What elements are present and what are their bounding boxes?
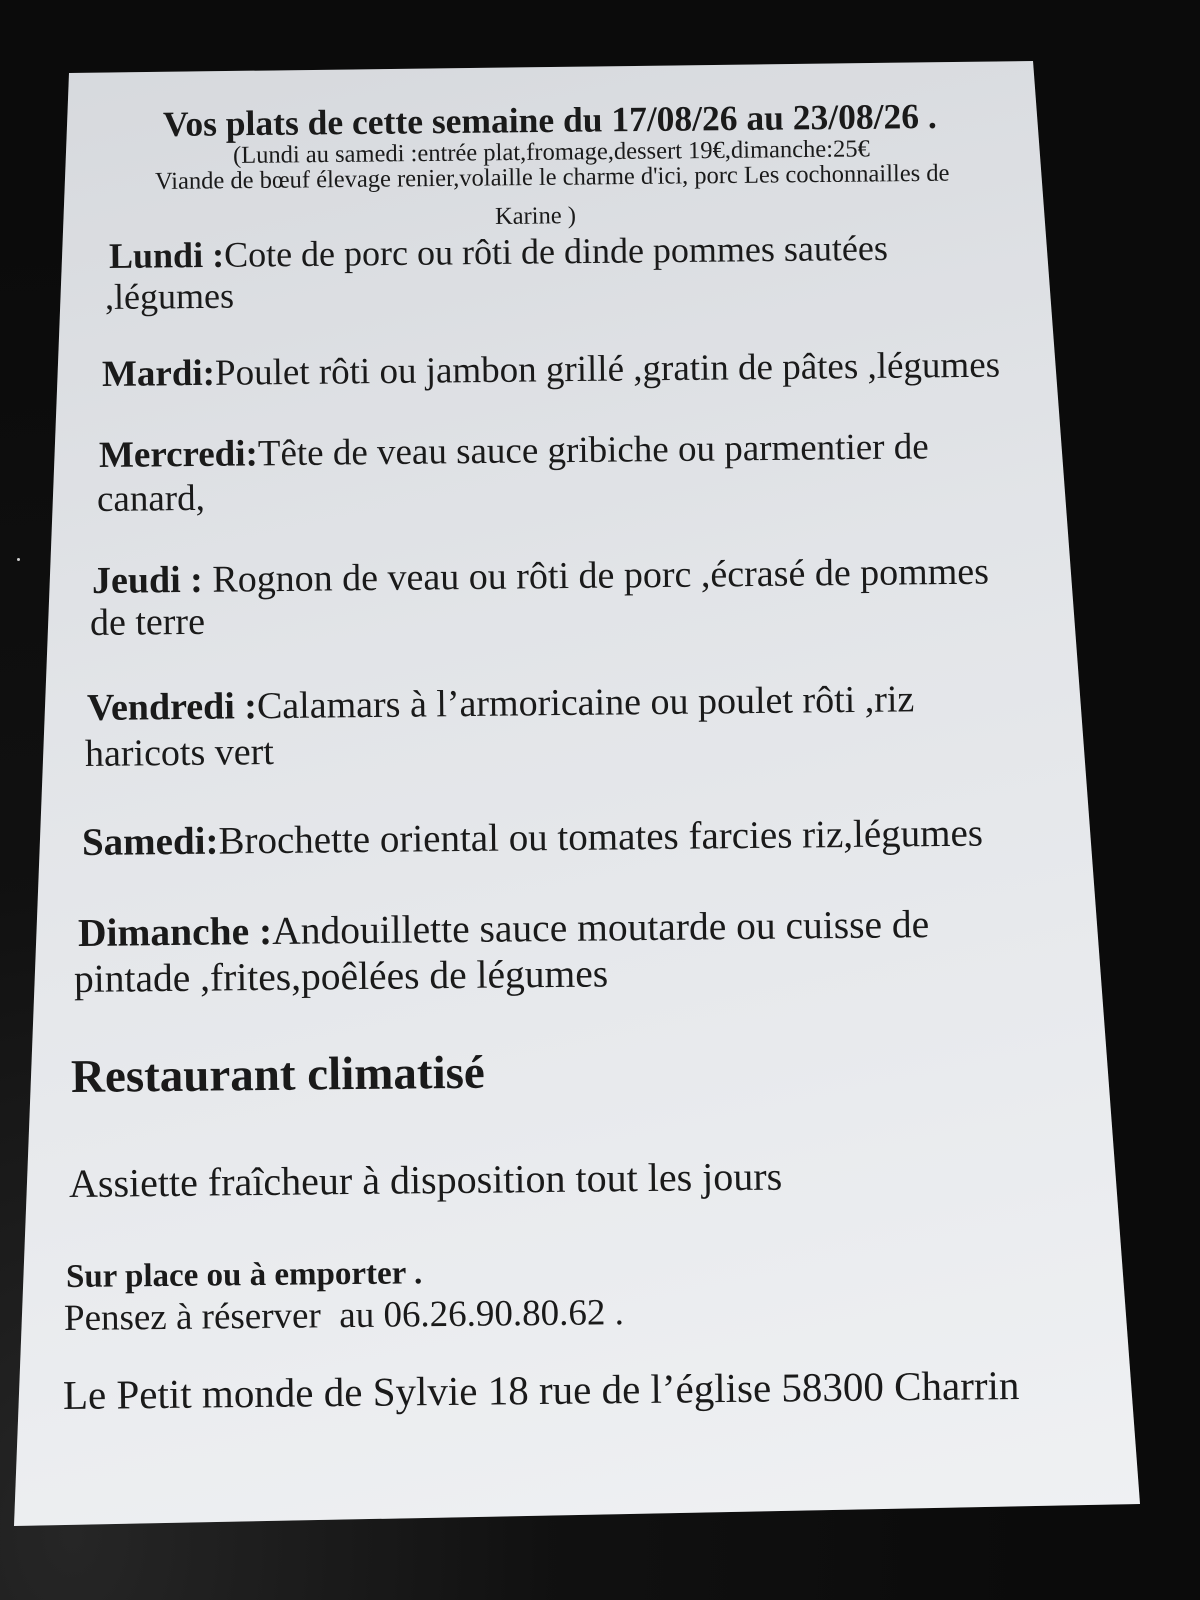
dish-text-continued: ,légumes [104,275,235,317]
day-dimanche [78,901,930,957]
day-mardi [102,344,1001,398]
air-conditioning-notice: Restaurant climatisé [70,1046,486,1103]
dish-text: Brochette oriental ou tomates farcies riz,légumes [218,811,984,863]
day-label: Lundi : [108,234,225,276]
menu-title: Vos plats de cette semaine du 17/08/26 au 23/08/26 . [162,95,937,144]
day-label: Dimanche : [77,908,273,955]
dish-text-continued: canard, [96,477,206,520]
day-label: Mardi: [101,352,216,395]
menu-pricing-line: (Lundi au samedi :entrée plat,fromage,dessert 19€,dimanche:25€ [232,135,870,169]
dish-text: Cote de porc ou rôti de dinde pommes sautées [223,227,889,275]
dust-speck [17,558,20,561]
dish-text-continued: de terre [89,600,206,644]
dish-text: Poulet rôti ou jambon grillé ,gratin de pâtes ,légumes [214,344,1001,394]
day-label: Samedi: [81,819,219,864]
day-vendredi [87,677,915,731]
menu-suppliers-line-end: Karine ) [494,202,577,230]
day-label: Mercredi: [98,433,259,476]
dish-text-continued: haricots vert [84,731,275,775]
service-info: Sur place ou à emporter . [65,1255,423,1295]
menu-suppliers-line: Viande de bœuf élevage renier,volaille le charme d'ici, porc Les cochonnailles de [154,159,950,195]
day-mercredi [99,425,929,478]
day-jeudi [92,550,989,605]
restaurant-address: Le Petit monde de Sylvie 18 rue de l’église 58300 Charrin [62,1361,1020,1418]
reservation-phone: Pensez à réserver au 06.26.90.80.62 . [63,1292,625,1339]
dish-text-continued: pintade ,frites,poêlées de légumes [73,951,609,1001]
dish-text: Rognon de veau ou rôti de porc ,écrasé de pommes [212,550,990,601]
day-label: Vendredi : [86,685,258,729]
daily-offer: Assiette fraîcheur à disposition tout les jours [68,1153,783,1206]
dish-text: Tête de veau sauce gribiche ou parmentier de [257,426,929,475]
day-samedi [82,811,983,867]
day-label: Jeudi : [91,558,213,602]
day-lundi [109,227,888,278]
dish-text: Calamars à l’armoricaine ou poulet rôti ,riz [256,678,915,728]
dish-text: Andouillette sauce moutarde ou cuisse de [271,902,930,953]
